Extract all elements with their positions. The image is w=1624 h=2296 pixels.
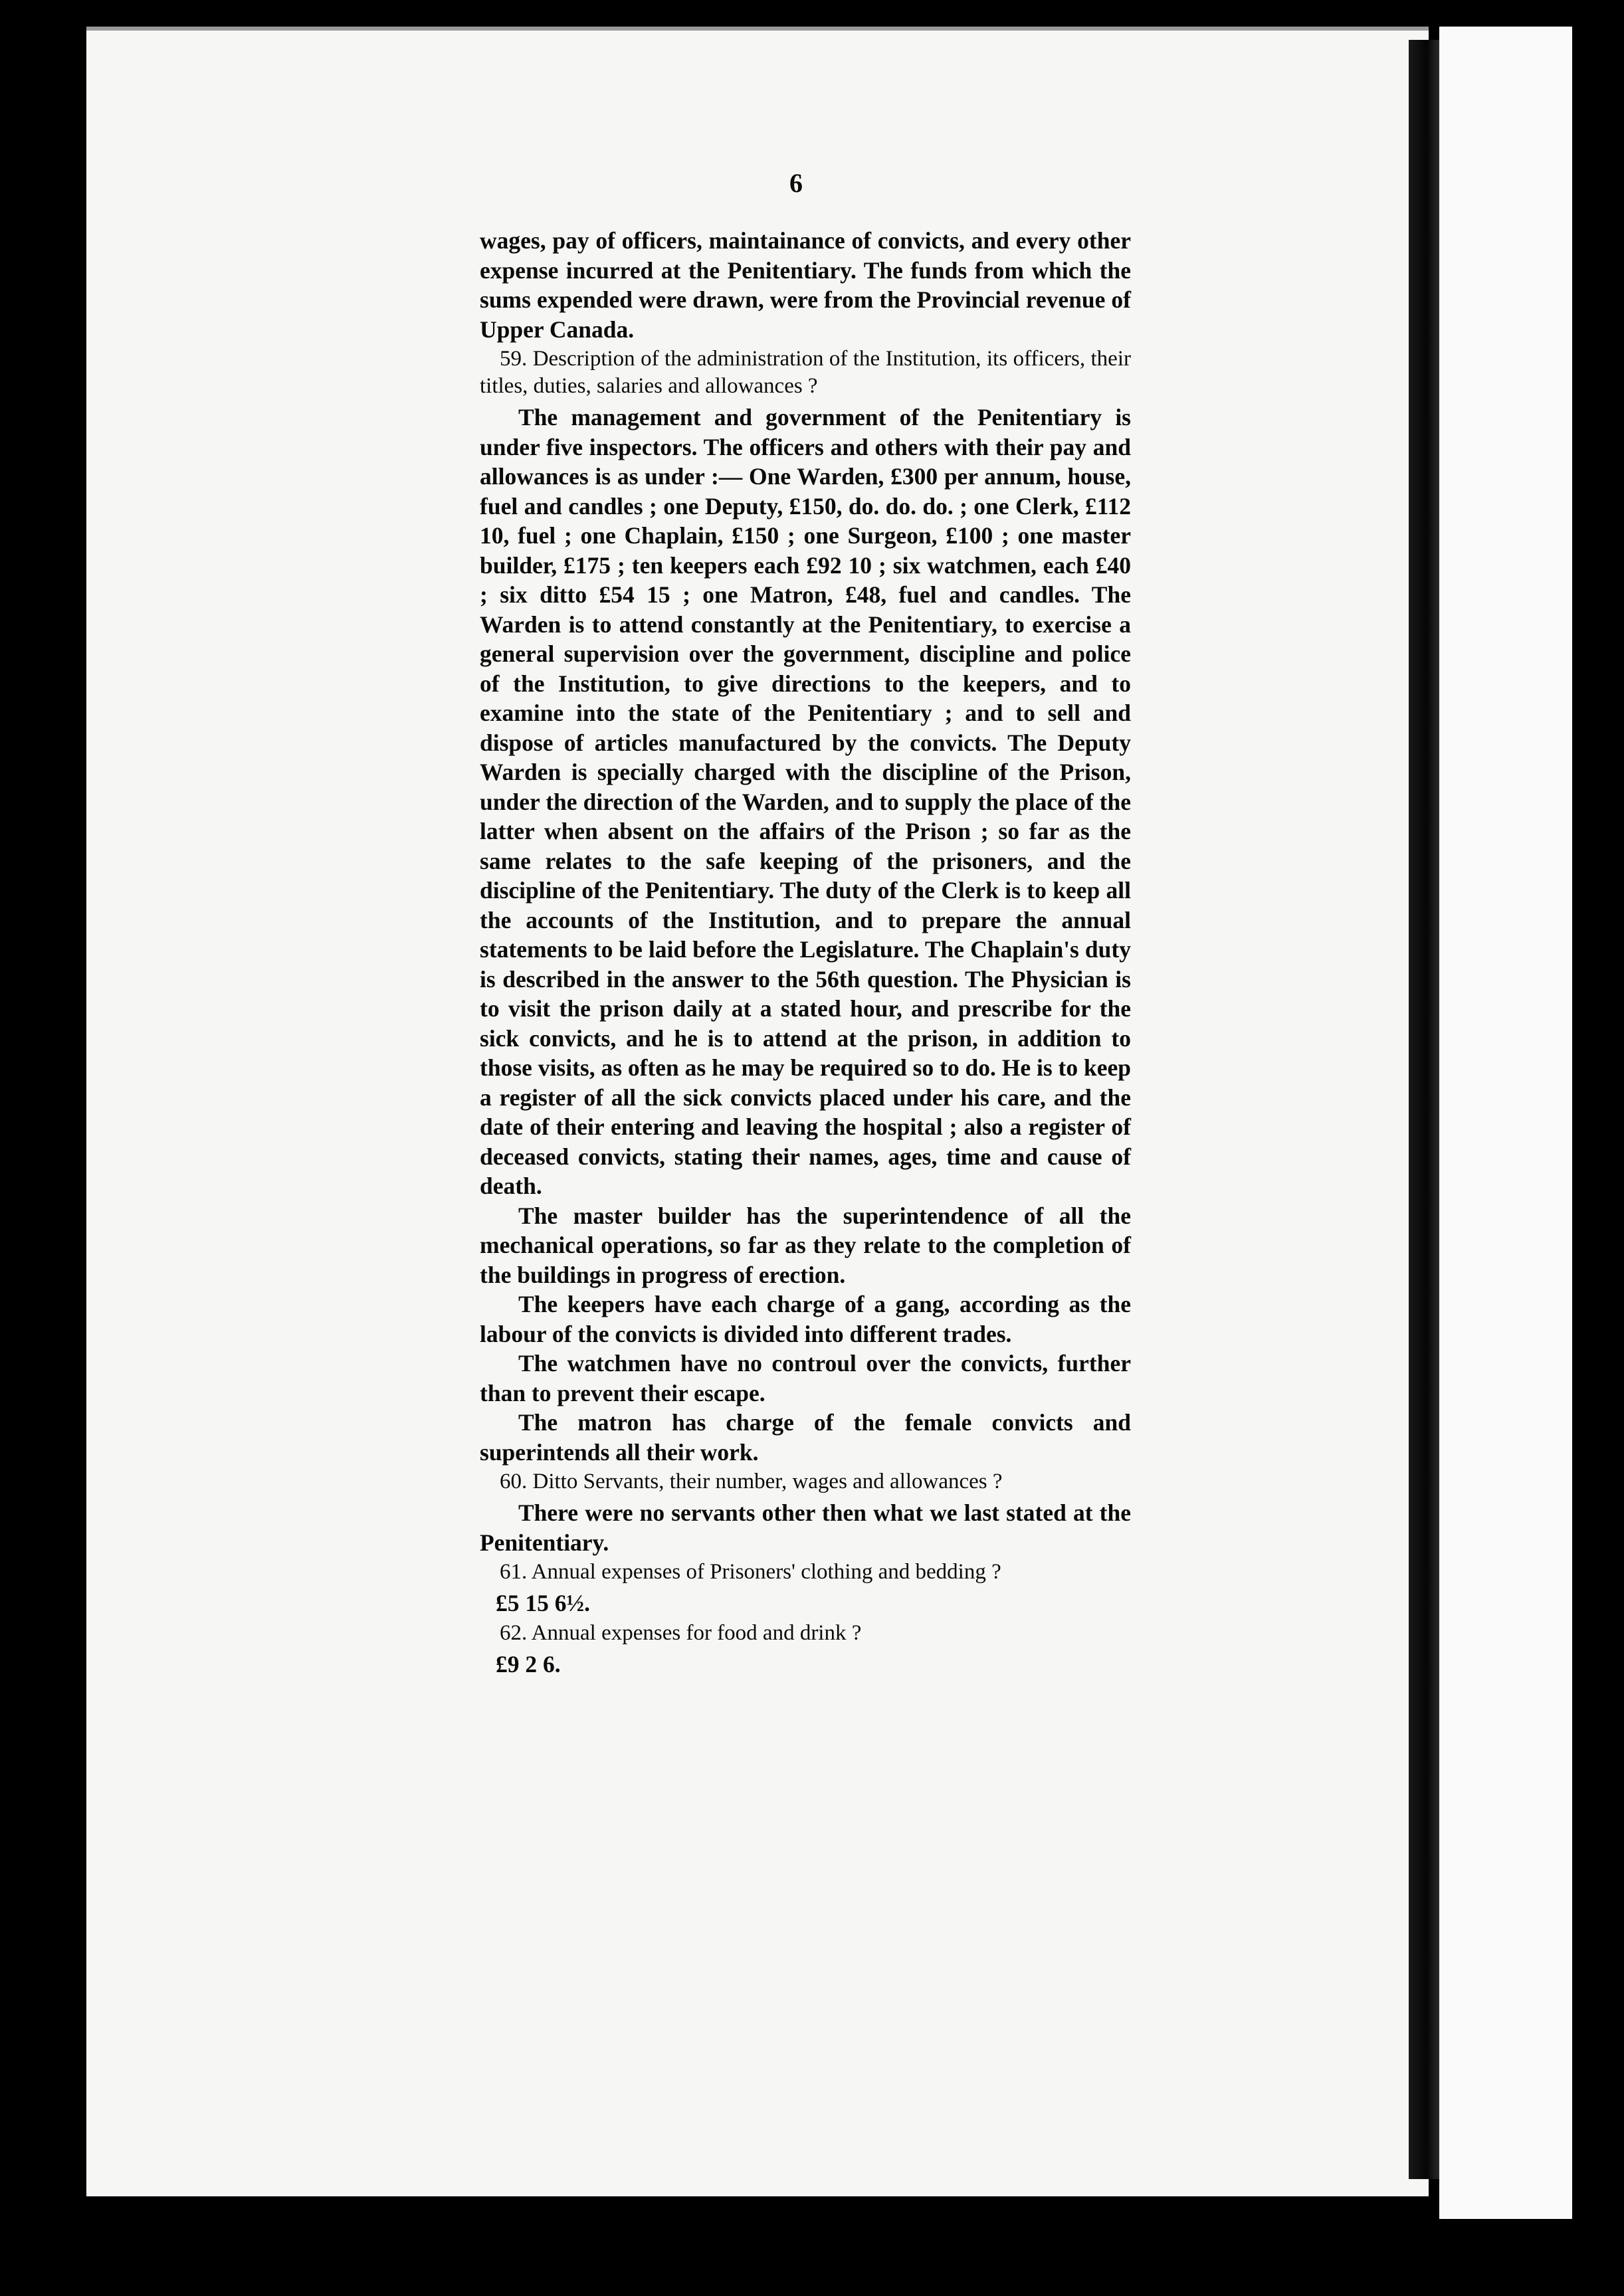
answer-59-keepers: The keepers have each charge of a gang, according as the labour of the convicts is divided into different trades. [480,1291,1131,1347]
book-spine-shadow [1409,40,1439,2179]
answer-60: There were no servants other then what we last stated at the Penitentiary. [480,1499,1131,1556]
answer-59-master-builder: The master builder has the superintendence of all the mechanical operations, so far as they relate to the completion of the buildings in progress of erection. [480,1202,1131,1288]
answer-59-watchmen: The watchmen have no controul over the convicts, further than to prevent their escape. [480,1350,1131,1406]
page-edge [1439,27,1572,2219]
question-60: 60. Ditto Servants, their number, wages and allowances ? [500,1470,1003,1493]
answer-62: £9 2 6. [496,1650,561,1677]
paragraph-continuation: wages, pay of officers, maintainance of convicts, and every other expense incurred at the Penitentiary. The funds from which the sums expended were drawn, were from the Provincial revenue of Upper Canada. [480,227,1131,343]
body-text [480,226,1131,1679]
answer-59-management: The management and government of the Penitentiary is under five inspectors. The officers and others with their pay and allowances is as under :— One Warden, £300 per annum, house, fuel and candles ; one Deputy, £150, do. do. do. ; one Clerk, £112 10, fuel ; one Chaplain, £150 ; one Surgeon, £100 ; one master builder, £175 ; ten keepers each £92 10 ; six watchmen, each £40 ; six ditto £54 15 ; one Matron, £48, fuel and candles. The Warden is to attend constantly at the Penitentiary, to exercise a general supervision over the government, discipline and police of the Institution, to give directions to the keepers, and to examine into the state of the Penitentiary ; and to sell and dispose of articles manufactured by the convicts. The Deputy Warden is specially charged with the discipline of the Prison, under the direction of the Warden, and to supply the place of the latter when absent on the affairs of the Prison ; so far as the same relates to the safe keeping of the prisoners, and the discipline of the Penitentiary. The duty of the Clerk is to keep all the accounts of the Institution, and to prepare the annual statements to be laid before the Legislature. The Chaplain's duty is described in the answer to the 56th question. The Physician is to visit the prison daily at a stated hour, and prescribe for the sick convicts, and he is to attend at the prison, in addition to those visits, as often as he may be required so to do. He is to keep a register of all the sick convicts placed under his care, and the date of their entering and leaving the hospital ; also a register of deceased convicts, stating their names, ages, time and cause of death. [480,404,1131,1199]
answer-59-matron: The matron has charge of the female convicts and superintends all their work. [480,1409,1131,1466]
question-59: 59. Description of the administration of the Institution, its officers, their titles, duties, salaries and allowances ? [480,347,1131,398]
question-62: 62. Annual expenses for food and drink ? [500,1620,862,1645]
answer-61: £5 15 6½. [496,1590,590,1616]
question-61: 61. Annual expenses of Prisoners' clothing and bedding ? [500,1560,1001,1584]
page-number: 6 [789,168,803,198]
